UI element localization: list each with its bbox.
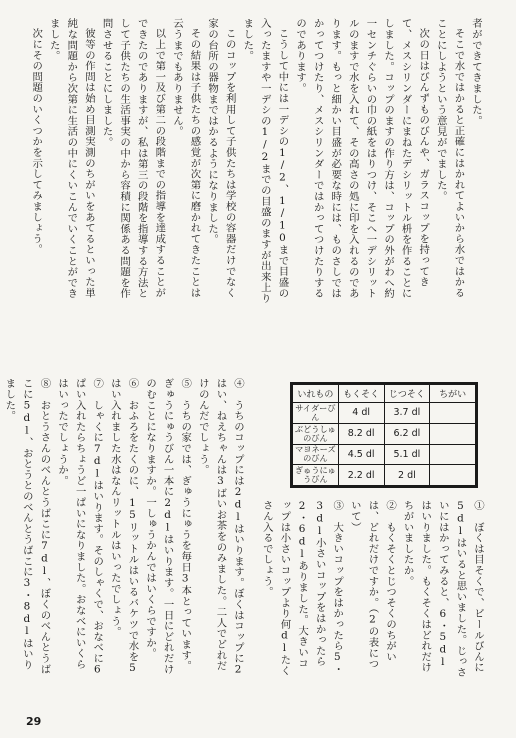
paragraph: 次の日はびんずものびんや、ガラスコップを持ってきて、メスシリンダーにまねたデシリットル枡を作ることにしました。コップのますの作り方は、コップの外がわへ約一センチぐらいの巾の紙をはりつけ、そこへ一デシリットルのますで水を入れて、その高さの処に印を入れるのであります。もっと細かい目盛が必要な時には、ものさしではかってつけたり、メスシリンダーではかってつけたりするのであります。 xyxy=(294,18,430,299)
paragraph: 彼等の作問は始め目測実測のちがいをあてるといった単純な問題から次第に生活の中にくいこんでいくことができました。 xyxy=(47,18,95,299)
cell-container: サイダーびん xyxy=(293,403,339,424)
problem-item: ⑥ おふろをたくのに、15リットルはいるバケツで水を5はい入れました水はなんリットルはいったでしょう。 xyxy=(108,378,139,675)
problem-item: ② もくそくとじつそくのちがいは、どれだけですか。（2の表について） xyxy=(348,500,397,670)
paragraph: 者ができてきました。 xyxy=(470,18,482,126)
problem-item: ③ 大きいコップをはかったら5・3dl小さいコップをはかったら2・6dlありました。大きいコップは小さいコップより何dlたくさん入るでしょう。 xyxy=(260,500,344,676)
cell-actual: 6.2 dl xyxy=(384,423,430,444)
paragraph: そこで水ではかると正確にはかれてよいから水ではかることにしようという意見がでました。 xyxy=(434,18,465,299)
problems-4-8 xyxy=(3,378,246,678)
problem-item: ① ぼくは目そくで、ビールびんに5dlはいると思いました。じっさいにはかってみると、6・5dlはいりました。もくそくはどれだけちがいましたか。 xyxy=(401,500,484,678)
cell-container: マヨネーズのびん xyxy=(293,444,339,465)
table-row xyxy=(293,403,476,424)
page-number: 29 xyxy=(26,715,42,728)
problem-item: ④ うちのコップには2dlはいります。ぼくはコップに2はい、ねえちゃんは3ばいお茶をのみました。二人でどれだけのんだでしょう。 xyxy=(196,378,244,676)
header-container: いれもの xyxy=(293,385,339,403)
problem-item: ⑦ しゃくに7dlはいります。そのしゃくで、おなべに6ぱい入れたらちょうど一ぱいになりました。おなべにいくらはいったでしょうか。 xyxy=(56,378,104,676)
cell-estimate: 4 dl xyxy=(338,403,384,424)
cell-difference xyxy=(430,403,476,424)
header-actual: じつそく xyxy=(384,385,430,403)
cell-estimate: 8.2 dl xyxy=(338,423,384,444)
estimate-vs-actual-table xyxy=(292,384,476,486)
header-estimate: もくそく xyxy=(338,385,384,403)
cell-actual: 2 dl xyxy=(384,465,430,486)
measurement-table xyxy=(290,382,478,488)
cell-actual: 5.1 dl xyxy=(384,444,430,465)
cell-container: ぎゅうにゅうびん xyxy=(293,465,339,486)
table-row xyxy=(293,444,476,465)
table-row xyxy=(293,423,476,444)
paragraph: 以上で第一及び第二の段階までの指導を達成することができたのでありますが、私は第三の段階を指導する方法として子供たちの生活事実の中から容積に関係ある問題を作問させることにしました。 xyxy=(100,18,166,299)
cell-estimate: 2.2 dl xyxy=(338,465,384,486)
paragraph: その結果は子供たちの感覚が次第に磨かれてきたことは云うまでもありません。 xyxy=(170,18,201,299)
paragraph: このコップを利用して子供たちは学校の容器だけでなく家の台所の器物まではかるようになりました。 xyxy=(206,18,236,299)
problems-1-3 xyxy=(248,500,486,678)
cell-actual: 3.7 dl xyxy=(384,403,430,424)
table-row xyxy=(293,465,476,486)
body-text-upper xyxy=(30,18,484,308)
cell-difference xyxy=(430,444,476,465)
table-header-row xyxy=(293,385,476,403)
cell-container: ぶどうしゅのびん xyxy=(293,423,339,444)
paragraph: 次にその問題のいくつかを示してみましょう。 xyxy=(30,28,43,256)
cell-difference xyxy=(430,423,476,444)
problem-item: ⑤ うちの家では、ぎゅうにゅうを毎日3本とっています。ぎゅうにゅうびん一本に2dlはいります。一日にどれだけのむことになりますか。一しゅうかんではいくらですか。 xyxy=(144,378,192,675)
cell-estimate: 4.5 dl xyxy=(338,444,384,465)
paragraph: こうして中には一デシの1/2、1/10まで目盛の入ったますや一デシの1/2までの目盛のますが出来上りました。 xyxy=(241,18,289,304)
cell-difference xyxy=(430,465,476,486)
header-difference: ちがい xyxy=(430,385,476,403)
problem-item: ⑧ おとうさんのべんとうばこに7dl、ぼくのべんとうばこに5dl、おとうとのべんとうばこに3・8dlはいりました。 xyxy=(3,378,51,675)
